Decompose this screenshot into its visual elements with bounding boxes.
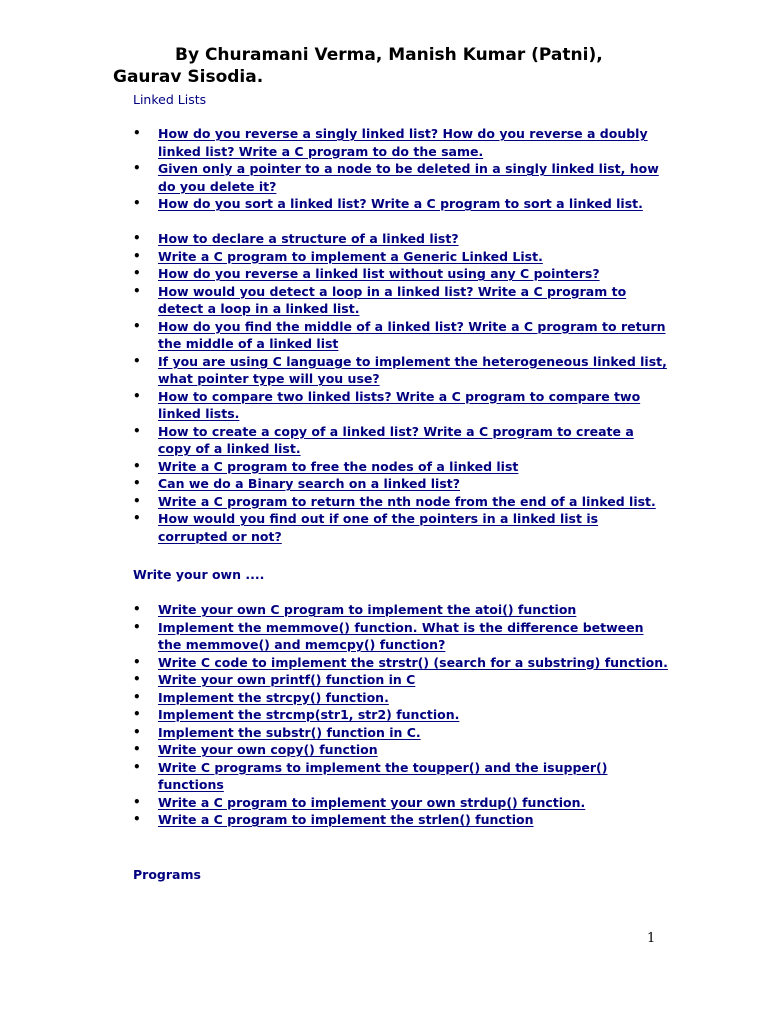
question-link[interactable]: How would you detect a loop in a linked list? Write a C program to detect a loop in a linked list.	[158, 283, 627, 316]
list-item	[133, 510, 668, 545]
bullet-icon: •	[133, 602, 141, 616]
bullet-icon: •	[133, 742, 141, 756]
section-title-programs: Programs	[133, 867, 201, 882]
bullet-icon: •	[133, 724, 141, 739]
list-item	[133, 283, 668, 318]
question-link[interactable]: If you are using C language to implement the heterogeneous linked list, what pointer type will you use?	[158, 353, 667, 386]
question-link[interactable]: How do you reverse a linked list without using any C pointers?	[158, 266, 600, 281]
question-link[interactable]: Given only a pointer to a node to be deleted in a singly linked list, how do you delete it?	[158, 161, 659, 194]
linked-list-questions-group-1	[133, 125, 668, 213]
list-item	[133, 741, 668, 759]
question-link[interactable]: Write your own printf() function in C	[158, 672, 416, 687]
list-item	[133, 475, 668, 493]
question-link[interactable]: How to compare two linked lists? Write a C program to compare two linked lists.	[158, 388, 641, 421]
question-link[interactable]: Write a C program to implement the strlen() function	[158, 812, 534, 827]
bullet-icon: •	[133, 707, 141, 721]
list-item	[133, 160, 668, 195]
list-item	[133, 759, 668, 794]
write-your-own-questions	[133, 601, 668, 829]
list-item	[133, 671, 668, 689]
list-item	[133, 811, 668, 829]
bullet-icon: •	[133, 619, 141, 634]
list-item	[133, 601, 668, 619]
page-number: 1	[647, 931, 656, 946]
question-link[interactable]: How would you find out if one of the pointers in a linked list is corrupted or not?	[158, 511, 599, 544]
question-link[interactable]: How do you find the middle of a linked list? Write a C program to return the middle of a linked list	[158, 318, 666, 351]
bullet-icon: •	[133, 759, 141, 774]
question-link[interactable]: How do you reverse a singly linked list? How do you reverse a doubly linked list? Write a C program to do the same.	[158, 126, 648, 159]
author-line: By Churamani Verma, Manish Kumar (Patni), Gaurav Sisodia.	[113, 45, 603, 87]
bullet-icon: •	[133, 458, 141, 473]
question-link[interactable]: Write a C program to implement your own strdup() function.	[158, 794, 586, 810]
bullet-icon: •	[133, 654, 141, 669]
question-link[interactable]: Write your own copy() function	[158, 742, 378, 757]
question-link[interactable]: Write a C program to return the nth node from the end of a linked list.	[158, 493, 656, 509]
question-link[interactable]: Write C programs to implement the toupper() and the isupper() functions	[158, 759, 608, 792]
bullet-icon: •	[133, 689, 141, 704]
question-link[interactable]: Implement the substr() function in C.	[158, 724, 421, 740]
question-link[interactable]: How do you sort a linked list? Write a C program to sort a linked list.	[158, 196, 643, 211]
bullet-icon: •	[133, 493, 141, 508]
bullet-icon: •	[133, 423, 141, 438]
question-link[interactable]: Write a C program to implement a Generic Linked List.	[158, 248, 543, 264]
bullet-icon: •	[133, 318, 141, 333]
list-item	[133, 265, 668, 283]
bullet-icon: •	[133, 196, 141, 210]
question-link[interactable]: Implement the strcmp(str1, str2) function.	[158, 707, 460, 722]
list-item	[133, 195, 668, 213]
section-title-write-your-own: Write your own ....	[133, 567, 265, 582]
list-item	[133, 388, 668, 423]
bullet-icon: •	[133, 126, 141, 140]
list-item	[133, 248, 668, 266]
list-item	[133, 794, 668, 812]
bullet-icon: •	[133, 353, 141, 368]
bullet-icon: •	[133, 161, 141, 175]
question-link[interactable]: Implement the strcpy() function.	[158, 689, 389, 705]
bullet-icon: •	[133, 812, 141, 826]
question-link[interactable]: Write your own C program to implement the atoi() function	[158, 602, 577, 617]
section-title-linked-lists: Linked Lists	[133, 92, 207, 107]
bullet-icon: •	[133, 231, 141, 245]
question-link[interactable]: Write C code to implement the strstr() (search for a substring) function.	[158, 654, 668, 670]
list-item	[133, 318, 668, 353]
bullet-icon: •	[133, 794, 141, 809]
question-link[interactable]: How to declare a structure of a linked list?	[158, 231, 459, 246]
list-item	[133, 619, 668, 654]
question-link[interactable]: Write a C program to free the nodes of a linked list	[158, 458, 519, 474]
bullet-icon: •	[133, 388, 141, 403]
bullet-icon: •	[133, 248, 141, 263]
linked-list-questions-group-2	[133, 230, 668, 545]
bullet-icon: •	[133, 283, 141, 298]
question-link[interactable]: Can we do a Binary search on a linked list?	[158, 476, 460, 491]
list-item	[133, 353, 668, 388]
list-item	[133, 125, 668, 160]
question-link[interactable]: How to create a copy of a linked list? Write a C program to create a copy of a linked list.	[158, 423, 634, 456]
bullet-icon: •	[133, 476, 141, 490]
list-item	[133, 706, 668, 724]
bullet-icon: •	[133, 266, 141, 280]
question-link[interactable]: Implement the memmove() function. What is the difference between the memmove() and memcpy() function?	[158, 619, 644, 652]
bullet-icon: •	[133, 511, 141, 525]
list-item	[133, 493, 668, 511]
list-item	[133, 689, 668, 707]
list-item	[133, 458, 668, 476]
list-item	[133, 654, 668, 672]
list-item	[133, 724, 668, 742]
list-item	[133, 230, 668, 248]
bullet-icon: •	[133, 672, 141, 686]
list-item	[133, 423, 668, 458]
